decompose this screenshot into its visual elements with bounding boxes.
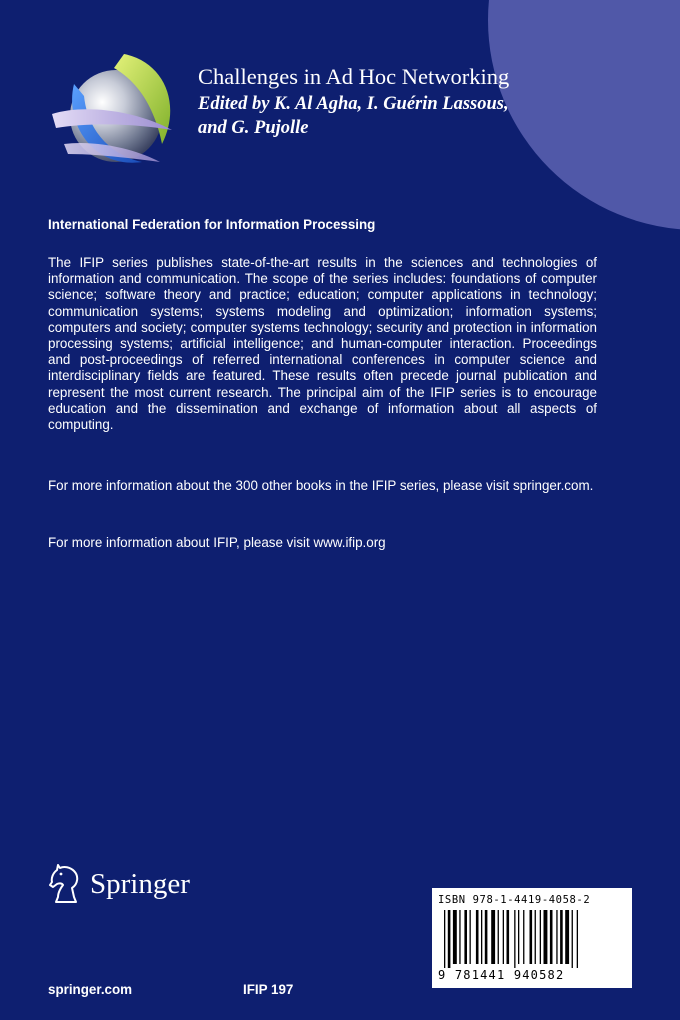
springer-wordmark: Springer <box>90 867 190 900</box>
series-heading: International Federation for Information Processing <box>48 217 376 232</box>
book-editors-line2: and G. Pujolle <box>198 118 309 138</box>
barcode-label <box>432 888 632 988</box>
barcode-bars <box>442 910 622 968</box>
globe-logo-icon <box>44 44 184 184</box>
series-number: IFIP 197 <box>243 982 294 997</box>
chess-knight-icon <box>48 864 82 904</box>
book-editors-line1: Edited by K. Al Agha, I. Guérin Lassous, <box>198 94 509 114</box>
springer-logo <box>48 864 190 904</box>
series-more-info: For more information about the 300 other books in the IFIP series, please visit springer.com. <box>48 478 594 493</box>
publisher-url: springer.com <box>48 982 133 997</box>
series-description: The IFIP series publishes state-of-the-art results in the sciences and technologies of information and communication. The scope of the series includes: foundations of computer science; software theory and practice; education; computer applications in technology; communication systems; systems modeling and optimization; information systems; computers and society; computer systems technology; security and protection in information processing systems; artificial intelligence; and human-computer interaction. Proceedings and post-proceedings of referred international conferences in computer science and interdisciplinary fields are featured. These results often precede journal publication and represent the most current research. The principal aim of the IFIP series is to encourage education and the dissemination and exchange of information about all aspects of computing. <box>48 255 597 433</box>
book-title: Challenges in Ad Hoc Networking <box>198 64 510 89</box>
isbn-text: ISBN 978-1-4419-4058-2 <box>438 894 591 906</box>
barcode-digits: 9 781441 940582 <box>438 968 565 982</box>
title-block <box>198 62 618 140</box>
ifip-more-info: For more information about IFIP, please visit www.ifip.org <box>48 535 386 550</box>
